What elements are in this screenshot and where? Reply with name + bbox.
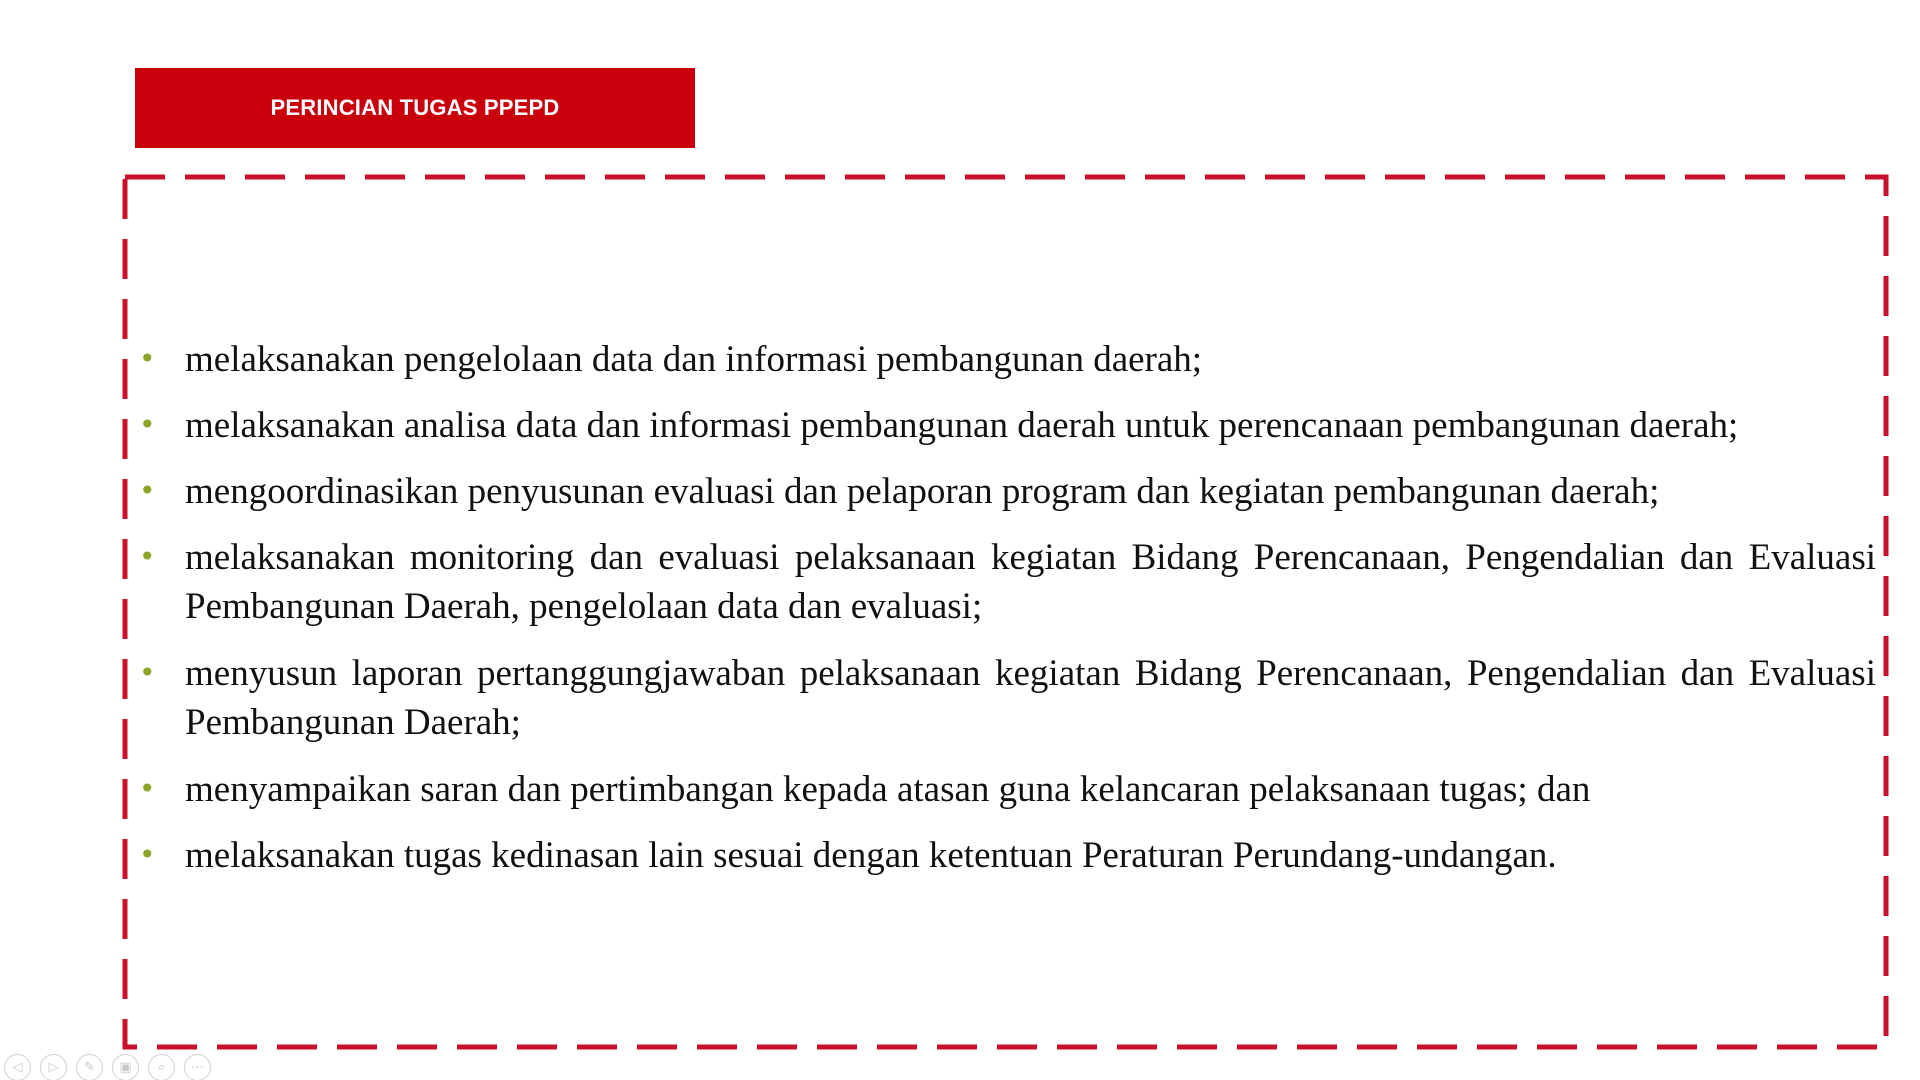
next-icon[interactable]: ▷	[40, 1054, 67, 1080]
bullet-icon: •	[139, 656, 156, 689]
list-item	[136, 649, 1876, 747]
bullet-icon: •	[139, 838, 156, 871]
task-list	[136, 335, 1876, 880]
slideshow-controls	[4, 1054, 211, 1080]
list-item	[136, 831, 1876, 880]
bullet-icon: •	[139, 474, 156, 507]
slides-icon[interactable]: ▣	[112, 1054, 139, 1080]
bullet-icon: •	[139, 772, 156, 805]
bullet-icon: •	[139, 540, 156, 573]
list-item-text: melaksanakan monitoring dan evaluasi pelaksanaan kegiatan Bidang Perencanaan, Pengendalian dan Evaluasi Pembangunan Daerah, pengelolaan data dan evaluasi;	[185, 537, 1876, 627]
list-item-text: melaksanakan pengelolaan data dan informasi pembangunan daerah;	[185, 339, 1203, 380]
list-item-text: menyampaikan saran dan pertimbangan kepada atasan guna kelancaran pelaksanaan tugas; dan	[185, 769, 1591, 810]
title-banner	[135, 68, 695, 148]
list-item-text: melaksanakan analisa data dan informasi pembangunan daerah untuk perencanaan pembangunan daerah;	[185, 405, 1739, 446]
list-item-text: melaksanakan tugas kedinasan lain sesuai dengan ketentuan Peraturan Perundang-undangan.	[185, 835, 1557, 876]
list-item	[136, 533, 1876, 631]
bullet-icon: •	[139, 342, 156, 375]
list-item-text: mengoordinasikan penyusunan evaluasi dan pelaporan program dan kegiatan pembangunan daerah;	[185, 471, 1660, 512]
previous-icon[interactable]: ◁	[4, 1054, 31, 1080]
list-item-text: menyusun laporan pertanggungjawaban pelaksanaan kegiatan Bidang Perencanaan, Pengendalian dan Evaluasi Pembangunan Daerah;	[185, 653, 1876, 743]
list-item	[136, 335, 1876, 384]
pen-icon[interactable]: ✎	[76, 1054, 103, 1080]
list-item	[136, 401, 1876, 450]
slide-title: PERINCIAN TUGAS PPEPD	[270, 95, 560, 120]
more-icon[interactable]: ⋯	[184, 1054, 211, 1080]
zoom-icon[interactable]: ⌕	[148, 1054, 175, 1080]
list-item	[136, 765, 1876, 814]
bullet-icon: •	[139, 408, 156, 441]
list-item	[136, 467, 1876, 516]
content-area	[136, 335, 1876, 897]
